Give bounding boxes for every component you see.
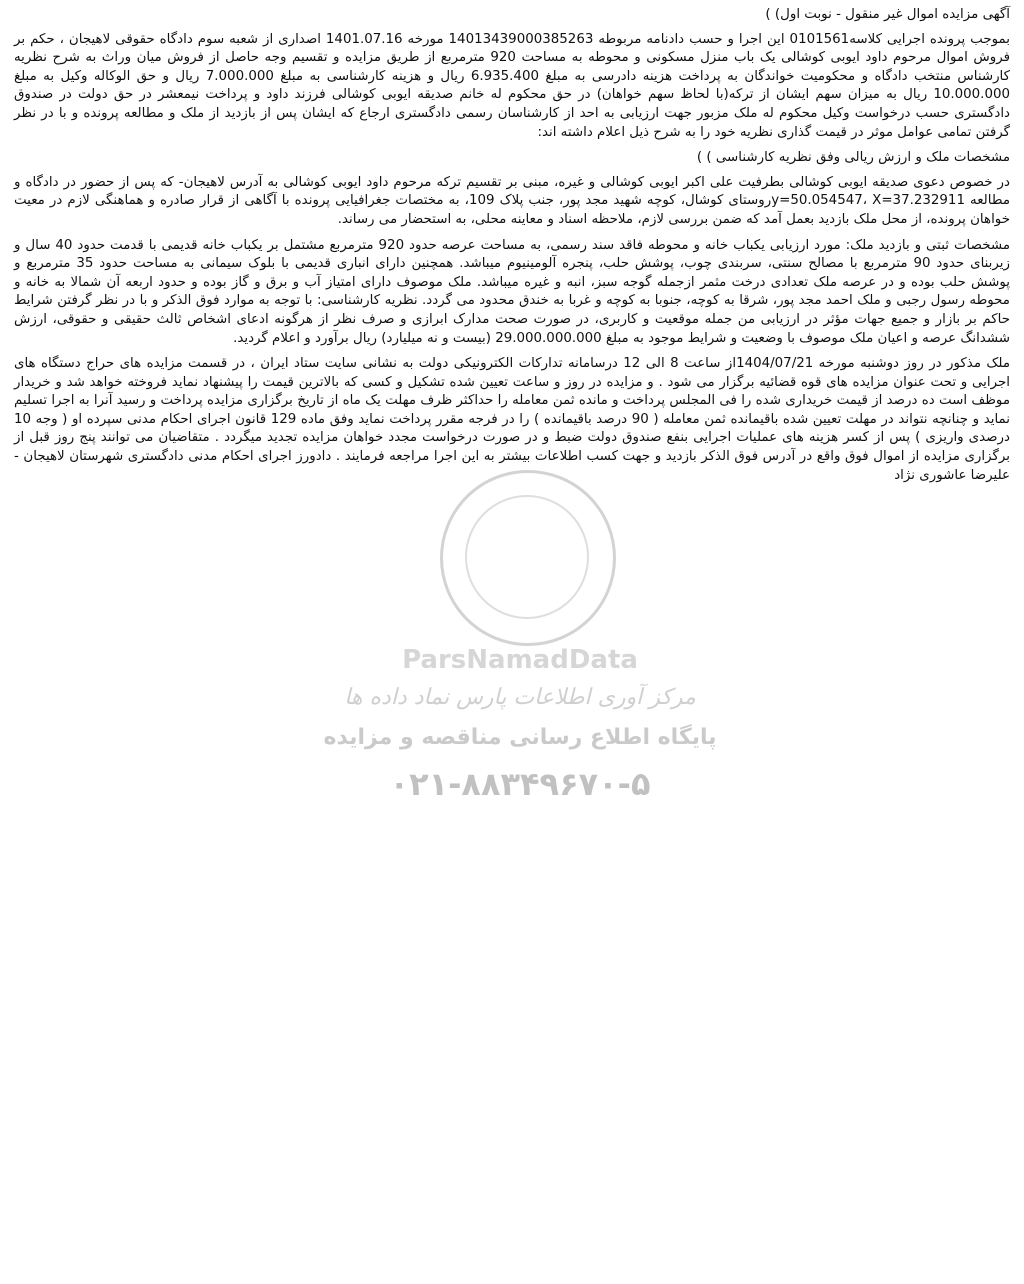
section-heading-property-specs: مشخصات ملک و ارزش ریالی وفق نظریه کارشناسی ) ) <box>696 150 1010 166</box>
notice-title: آگهی مزایده اموال غیر منقول - نوبت اول) ) <box>765 7 1010 22</box>
watermark-logo-inner-ring <box>465 495 589 619</box>
paragraph-property-location: در خصوص دعوی صدیقه ایوبی کوشالی بطرفیت علی اکبر ایوبی کوشالی و غیره، مبنی بر تقسیم ترکه مرحوم داود ایوبی کوشالی به آدرس لاهیجان- که پس از حضور در دادگاه و مطالعه y=50.054547، X=37.232911روستای کوشال، کوچه شهید مجد پور، جنب پلاک 109، به مختصات جغرافیایی پرونده با آگاهی از قرار صادره و هماهنگی لازم در معیت خواهان پرونده، از محل ملک بازدید بعمل آمد که ضمن بررسی لازم، ملاحظه اسناد و معاینه محلی، به استحضار می رساند. <box>14 174 1011 227</box>
watermark <box>290 470 750 830</box>
paragraph-auction-terms: ملک مذکور در روز دوشنبه مورخه 1404/07/21از ساعت 8 الی 12 درسامانه تدارکات الکترونیکی دولت به نشانی سایت ستاد ایران ، در قسمت مزایده های حراج دستگاه های اجرایی و تحت عنوان مزایده های قوه قضائیه برگزار می شود . و مزایده در روز و ساعت تعیین شده تشکیل و کسی که بالاترین قیمت را پیشنهاد نماید فروخته خواهد شد و خریدار موظف است ده درصد از قیمت خریداری شده را فی المجلس پرداخت و مانده ثمن معامله را حداکثر ظرف مهلت یک ماه از تاریخ برگزاری مزایده پرداخت و رسید آنرا به اجرا تسلیم نماید و چنانچه نتواند در مهلت تعیین شده باقیمانده ثمن معامله ( 90 درصد باقیمانده ) را در فرجه مقرر پرداخت نماید وفق ماده 129 قانون اجرای احکام مدنی سپرده او ( وجه 10 درصدی واریزی ) پس از کسر هزینه های عملیات اجرایی بنفع صندوق دولت ضبط و در صورت درخواست مجدد خواهان مزایده تجدید میگردد . متقاضیان می توانند پنج روز قبل از برگزاری مزایده از اموال فوق واقع در آدرس فوق الذکر بازدید و جهت کسب اطلاعات بیشتر به این اجرا مراجعه فرمایند . دادورز اجرای احکام مدنی دادگستری شهرستان لاهیجان - علیرضا عاشوری نژاد <box>14 356 1011 483</box>
paragraph-case-details: بموجب پرونده اجرایی کلاسه0101561 این اجرا و حسب دادنامه مربوطه 14013439000385263 مورخه 1401.07.16 اصداری از شعبه سوم دادگاه حقوقی لاهیجان ، حکم بر فروش اموال مرحوم داود ایوبی کوشالی یک باب منزل مسکونی و محوطه به مساحت 920 مترمربع از طریق مزایده و تقسیم وجه حاصل از فروش میان وراث به شرح نظریه کارشناس منتخب دادگاه و محکومیت خواندگان به پرداخت هزینه دادرسی به مبلغ 6.935.400 ریال و هزینه کارشناسی به مبلغ 7.000.000 ریال و حق الوکاله وکیل به مبلغ 10.000.000 ریال به میزان سهم ایشان از ترکه(با لحاظ سهم خواهان) در حق محکوم له خانم صدیقه ایوبی کوشالی فرزند داود و پرداخت نیمعشر در حق دولت در صندوق دادگستری حسب درخواست وکیل محکوم له ملک مزبور جهت ارزیابی به احد از کارشناسان رسمی دادگستری ارجاع که ایشان پس از بازدید از ملک و مطالعه پرونده و با در نظر گرفتن تمامی عوامل موثر در قیمت گذاری نظریه خود را به شرح ذیل اعلام داشته اند: <box>14 31 1011 140</box>
paragraph-property-valuation: مشخصات ثبتی و بازدید ملک: مورد ارزیابی یکباب خانه و محوطه فاقد سند رسمی، به مساحت عرصه حدود 920 مترمربع مشتمل بر یکباب خانه قدیمی با قدمت حدود 40 سال و زیربنای حدود 90 مترمربع با مصالح سنتی، سربندی چوب، پوشش حلب، پنجره آلومینیوم میباشد. همچنین دارای انباری قدیمی با بلوک سیمانی به مساحت حدود 35 مترمربع و پوشش حلب بوده و در عرصه ملک تعدادی درخت مثمر ازجمله گوجه سبز، انبه و غیره میباشد. ملک موصوف دارای امتیاز آب و برق و گاز بوده و حدود اربعه آن شمالا به خانه و محوطه رسول رجبی و ملک احمد مجد پور، شرقا به کوچه، جنوبا به کوچه و غربا به خندق محدود می گردد. نظریه کارشناسی: با توجه به موارد فوق الذکر و با در نظر گرفتن شرایط حاکم بر بازار و جمیع جهات مؤثر در ارزیابی من جمله موقعیت و کاربری، در صورت صحت مدارک ابرازی و صرف نظر از هرگونه ادعای اشخاص ثالث حقیقی و حقوقی، ارزش ششدانگ عرصه و اعیان ملک موصوف با وضعیت و شرایط موجود به مبلغ 29.000.000.000 (بیست و نه میلیارد) ریال برآورد و اعلام گردید. <box>14 237 1010 346</box>
watermark-logo-icon <box>440 470 616 646</box>
watermark-line-1: مرکز آوری اطلاعات پارس نماد داده ها <box>344 685 696 710</box>
notice-body <box>14 6 1010 492</box>
watermark-domain: ParsNamadData <box>402 645 638 675</box>
watermark-phone: ۰۲۱-۸۸۳۴۹۶۷۰-۵ <box>389 765 651 803</box>
watermark-line-2: پایگاه اطلاع رسانی مناقصه و مزایده <box>323 725 717 750</box>
